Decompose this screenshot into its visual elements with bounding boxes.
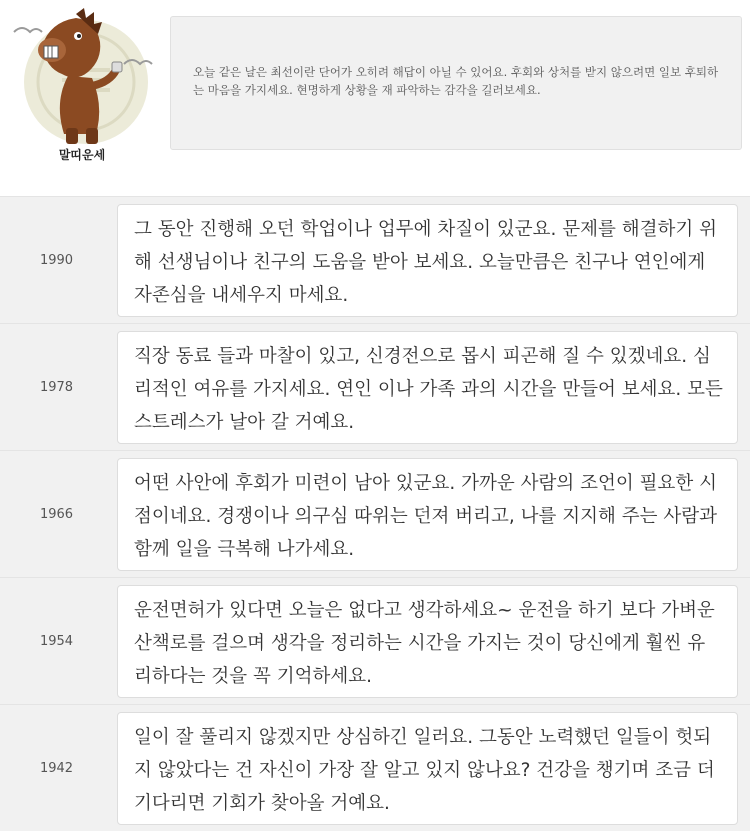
fortune-text: 운전면허가 있다면 오늘은 없다고 생각하세요~ 운전을 하기 보다 가벼운 산책로를 걸으며 생각을 정리하는 시간을 가지는 것이 당신에게 훨씬 유리하다는 것을 꼭 기억하세요. bbox=[117, 585, 738, 698]
fortune-list bbox=[0, 196, 750, 831]
list-item bbox=[0, 196, 750, 323]
birth-year: 1954 bbox=[39, 633, 74, 649]
list-item bbox=[0, 704, 750, 831]
birth-year: 1966 bbox=[39, 506, 74, 522]
mascot-label: 말띠운세 bbox=[58, 148, 106, 162]
list-item bbox=[0, 577, 750, 704]
fortune-header bbox=[0, 0, 750, 196]
fortune-text: 일이 잘 풀리지 않겠지만 상심하긴 일러요. 그동안 노력했던 일들이 헛되지 않았다는 건 자신이 가장 잘 알고 있지 않나요? 건강을 챙기며 조금 더 기다리면 기회가 찾아올 거예요. bbox=[117, 712, 738, 825]
fortune-text: 어떤 사안에 후회가 미련이 남아 있군요. 가까운 사람의 조언이 필요한 시점이네요. 경쟁이나 의구심 따위는 던져 버리고, 나를 지지해 주는 사람과 함께 일을 극복해 나가세요. bbox=[117, 458, 738, 571]
birth-year: 1978 bbox=[39, 379, 74, 395]
list-item bbox=[0, 450, 750, 577]
birth-year: 1942 bbox=[39, 760, 74, 776]
fortune-text: 직장 동료 들과 마찰이 있고, 신경전으로 몹시 피곤해 질 수 있겠네요. 심리적인 여유를 가지세요. 연인 이나 가족 과의 시간을 만들어 보세요. 모든 스트레스가 날아 갈 거예요. bbox=[117, 331, 738, 444]
fortune-text: 그 동안 진행해 오던 학업이나 업무에 차질이 있군요. 문제를 해결하기 위해 선생님이나 친구의 도움을 받아 보세요. 오늘만큼은 친구나 연인에게 자존심을 내세우지 마세요. bbox=[117, 204, 738, 317]
fortune-summary: 오늘 같은 날은 최선이란 단어가 오히려 해답이 아닐 수 있어요. 후회와 상처를 받지 않으려면 일보 후퇴하는 마음을 가지세요. 현명하게 상황을 재 파악하는 감각을 길러보세요. bbox=[170, 16, 742, 150]
birth-year: 1990 bbox=[39, 252, 74, 268]
list-item bbox=[0, 323, 750, 450]
